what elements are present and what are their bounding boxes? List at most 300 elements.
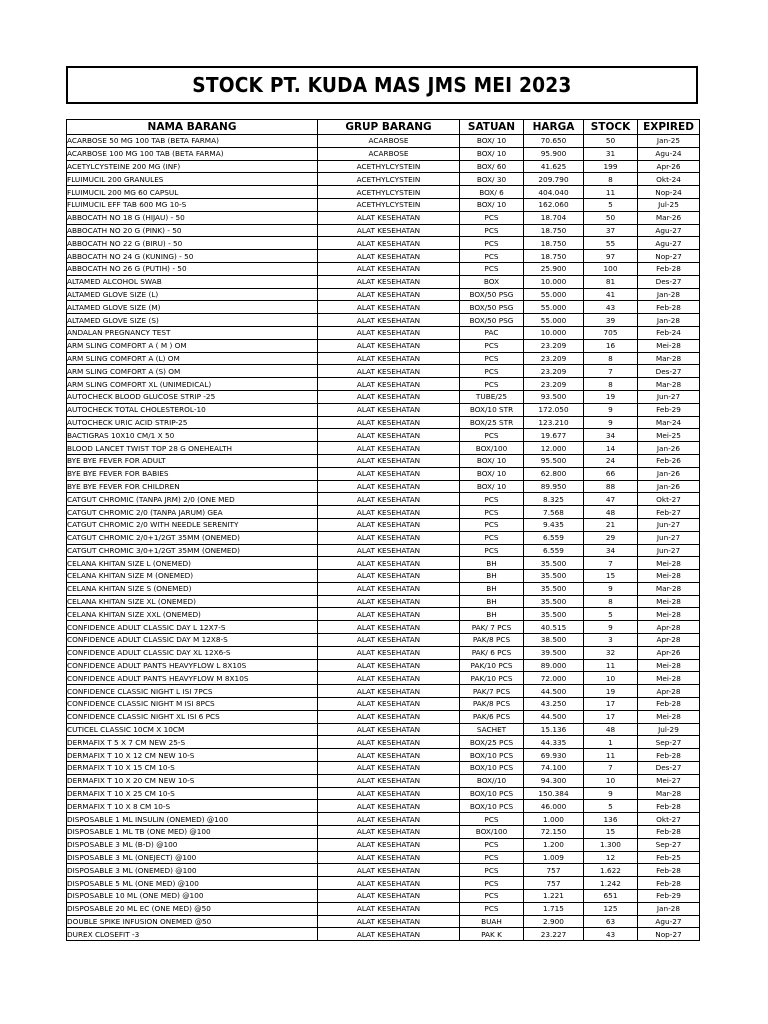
cell-expired: Mar-28 — [638, 787, 700, 800]
cell-satuan: BH — [460, 595, 524, 608]
cell-expired: Mei-27 — [638, 774, 700, 787]
cell-stock: 50 — [584, 211, 638, 224]
cell-satuan: BOX/ 6 — [460, 186, 524, 199]
cell-stock: 5 — [584, 800, 638, 813]
cell-satuan: PCS — [460, 224, 524, 237]
cell-nama-barang: CONFIDENCE ADULT PANTS HEAVYFLOW L 8X10S — [67, 659, 318, 672]
cell-satuan: BH — [460, 570, 524, 583]
cell-grup-barang: ALAT KESEHATAN — [318, 378, 460, 391]
table-row — [67, 186, 700, 199]
cell-harga: 72.150 — [524, 826, 584, 839]
cell-satuan: BOX/ 10 — [460, 135, 524, 148]
cell-stock: 34 — [584, 544, 638, 557]
cell-satuan: SACHET — [460, 723, 524, 736]
cell-nama-barang: FLUIMUCIL 200 MG 60 CAPSUL — [67, 186, 318, 199]
cell-expired: Apr-28 — [638, 634, 700, 647]
cell-satuan: BOX/ 60 — [460, 160, 524, 173]
cell-grup-barang: ALAT KESEHATAN — [318, 864, 460, 877]
cell-harga: 38.500 — [524, 634, 584, 647]
table-row — [67, 813, 700, 826]
table-row — [67, 621, 700, 634]
title-box — [66, 66, 698, 104]
cell-nama-barang: BYE BYE FEVER FOR BABIES — [67, 467, 318, 480]
cell-nama-barang: DOUBLE SPIKE INFUSION ONEMED @50 — [67, 915, 318, 928]
cell-grup-barang: ALAT KESEHATAN — [318, 314, 460, 327]
table-row — [67, 928, 700, 941]
table-row — [67, 672, 700, 685]
cell-satuan: BH — [460, 582, 524, 595]
cell-expired: Jun-27 — [638, 390, 700, 403]
cell-nama-barang: ALTAMED GLOVE SIZE (S) — [67, 314, 318, 327]
cell-harga: 6.559 — [524, 544, 584, 557]
cell-stock: 100 — [584, 262, 638, 275]
cell-harga: 757 — [524, 877, 584, 890]
cell-harga: 172.050 — [524, 403, 584, 416]
cell-stock: 7 — [584, 365, 638, 378]
cell-stock: 9 — [584, 621, 638, 634]
table-row — [67, 851, 700, 864]
page-title: STOCK PT. KUDA MAS JMS MEI 2023 — [192, 73, 572, 97]
cell-expired: Sep-27 — [638, 838, 700, 851]
cell-satuan: PCS — [460, 877, 524, 890]
table-row — [67, 838, 700, 851]
cell-satuan: PCS — [460, 506, 524, 519]
header-expired: EXPIRED — [638, 120, 700, 135]
cell-grup-barang: ALAT KESEHATAN — [318, 877, 460, 890]
cell-grup-barang: ALAT KESEHATAN — [318, 493, 460, 506]
cell-harga: 95.900 — [524, 147, 584, 160]
cell-satuan: BOX/50 PSG — [460, 288, 524, 301]
table-row — [67, 582, 700, 595]
cell-grup-barang: ALAT KESEHATAN — [318, 224, 460, 237]
cell-nama-barang: BYE BYE FEVER FOR CHILDREN — [67, 480, 318, 493]
table-row — [67, 339, 700, 352]
cell-stock: 7 — [584, 762, 638, 775]
cell-stock: 8 — [584, 595, 638, 608]
header-grup-barang: GRUP BARANG — [318, 120, 460, 135]
cell-harga: 162.060 — [524, 198, 584, 211]
cell-grup-barang: ALAT KESEHATAN — [318, 800, 460, 813]
cell-satuan: BOX/ 10 — [460, 454, 524, 467]
cell-satuan: PCS — [460, 339, 524, 352]
cell-expired: Jan-28 — [638, 288, 700, 301]
cell-nama-barang: ABBOCATH NO 18 G (HIJAU) - 50 — [67, 211, 318, 224]
cell-stock: 29 — [584, 531, 638, 544]
cell-satuan: BOX/50 PSG — [460, 301, 524, 314]
table-row — [67, 493, 700, 506]
table-row — [67, 531, 700, 544]
cell-grup-barang: ALAT KESEHATAN — [318, 518, 460, 531]
cell-grup-barang: ALAT KESEHATAN — [318, 685, 460, 698]
cell-nama-barang: CATGUT CHROMIC 2/0 WITH NEEDLE SERENITY — [67, 518, 318, 531]
cell-nama-barang: CATGUT CHROMIC 3/0+1/2GT 35MM (ONEMED) — [67, 544, 318, 557]
header-satuan: SATUAN — [460, 120, 524, 135]
cell-expired: Feb-25 — [638, 851, 700, 864]
cell-grup-barang: ALAT KESEHATAN — [318, 442, 460, 455]
cell-satuan: TUBE/25 — [460, 390, 524, 403]
cell-satuan: BOX — [460, 275, 524, 288]
cell-expired: Nop-27 — [638, 928, 700, 941]
cell-nama-barang: DISPOSABLE 3 ML (ONEJECT) @100 — [67, 851, 318, 864]
table-row — [67, 160, 700, 173]
cell-grup-barang: ALAT KESEHATAN — [318, 250, 460, 263]
cell-expired: Feb-26 — [638, 454, 700, 467]
cell-nama-barang: ARM SLING COMFORT A (L) OM — [67, 352, 318, 365]
cell-nama-barang: DISPOSABLE 10 ML (ONE MED) @100 — [67, 890, 318, 903]
cell-grup-barang: ACETHYLCYSTEIN — [318, 198, 460, 211]
cell-nama-barang: CONFIDENCE ADULT CLASSIC DAY M 12X8-S — [67, 634, 318, 647]
cell-expired: Mar-28 — [638, 352, 700, 365]
cell-satuan: PCS — [460, 890, 524, 903]
cell-nama-barang: ABBOCATH NO 26 G (PUTIH) - 50 — [67, 262, 318, 275]
cell-grup-barang: ALAT KESEHATAN — [318, 506, 460, 519]
table-row — [67, 774, 700, 787]
cell-grup-barang: ACARBOSE — [318, 147, 460, 160]
cell-nama-barang: DERMAFIX T 10 X 20 CM NEW 10-S — [67, 774, 318, 787]
cell-expired: Mei-28 — [638, 710, 700, 723]
cell-harga: 55.000 — [524, 301, 584, 314]
cell-stock: 9 — [584, 403, 638, 416]
cell-expired: Nop-27 — [638, 250, 700, 263]
cell-expired: Feb-28 — [638, 698, 700, 711]
cell-satuan: BH — [460, 608, 524, 621]
cell-nama-barang: DISPOSABLE 3 ML (ONEMED) @100 — [67, 864, 318, 877]
cell-harga: 44.500 — [524, 685, 584, 698]
cell-harga: 123.210 — [524, 416, 584, 429]
cell-satuan: BOX/25 PCS — [460, 736, 524, 749]
cell-expired: Apr-28 — [638, 685, 700, 698]
cell-stock: 55 — [584, 237, 638, 250]
header-stock: STOCK — [584, 120, 638, 135]
cell-stock: 651 — [584, 890, 638, 903]
cell-expired: Mei-28 — [638, 659, 700, 672]
cell-harga: 9.435 — [524, 518, 584, 531]
cell-grup-barang: ALAT KESEHATAN — [318, 672, 460, 685]
cell-expired: Jun-27 — [638, 544, 700, 557]
cell-stock: 9 — [584, 787, 638, 800]
cell-stock: 66 — [584, 467, 638, 480]
cell-harga: 44.500 — [524, 710, 584, 723]
cell-stock: 5 — [584, 608, 638, 621]
cell-nama-barang: CELANA KHITAN SIZE S (ONEMED) — [67, 582, 318, 595]
table-row — [67, 915, 700, 928]
table-row — [67, 416, 700, 429]
cell-nama-barang: AUTOCHECK URIC ACID STRIP-25 — [67, 416, 318, 429]
table-row — [67, 800, 700, 813]
cell-stock: 81 — [584, 275, 638, 288]
cell-expired: Feb-24 — [638, 326, 700, 339]
cell-satuan: BOX/ 10 — [460, 147, 524, 160]
cell-grup-barang: ALAT KESEHATAN — [318, 698, 460, 711]
cell-stock: 24 — [584, 454, 638, 467]
cell-nama-barang: CELANA KHITAN SIZE XL (ONEMED) — [67, 595, 318, 608]
cell-satuan: PCS — [460, 544, 524, 557]
cell-expired: Feb-28 — [638, 864, 700, 877]
cell-stock: 1 — [584, 736, 638, 749]
table-row — [67, 173, 700, 186]
cell-stock: 41 — [584, 288, 638, 301]
cell-expired: Mar-28 — [638, 582, 700, 595]
cell-expired: Apr-28 — [638, 621, 700, 634]
cell-harga: 44.335 — [524, 736, 584, 749]
cell-grup-barang: ALAT KESEHATAN — [318, 557, 460, 570]
cell-stock: 17 — [584, 698, 638, 711]
cell-satuan: PAK/7 PCS — [460, 685, 524, 698]
cell-expired: Jan-26 — [638, 480, 700, 493]
cell-stock: 1.300 — [584, 838, 638, 851]
cell-harga: 23.209 — [524, 365, 584, 378]
table-row — [67, 454, 700, 467]
cell-stock: 88 — [584, 480, 638, 493]
cell-satuan: BH — [460, 557, 524, 570]
cell-nama-barang: ARM SLING COMFORT XL (UNIMEDICAL) — [67, 378, 318, 391]
header-nama-barang: NAMA BARANG — [67, 120, 318, 135]
cell-harga: 93.500 — [524, 390, 584, 403]
cell-harga: 1.200 — [524, 838, 584, 851]
cell-harga: 7.568 — [524, 506, 584, 519]
table-row — [67, 352, 700, 365]
table-row — [67, 224, 700, 237]
table-row — [67, 890, 700, 903]
cell-grup-barang: ALAT KESEHATAN — [318, 454, 460, 467]
table-row — [67, 365, 700, 378]
cell-grup-barang: ALAT KESEHATAN — [318, 608, 460, 621]
table-row — [67, 326, 700, 339]
cell-nama-barang: ARM SLING COMFORT A ( M ) OM — [67, 339, 318, 352]
cell-grup-barang: ACETHYLCYSTEIN — [318, 173, 460, 186]
cell-grup-barang: ALAT KESEHATAN — [318, 416, 460, 429]
cell-harga: 62.800 — [524, 467, 584, 480]
cell-harga: 25.900 — [524, 262, 584, 275]
cell-expired: Okt-24 — [638, 173, 700, 186]
table-row — [67, 634, 700, 647]
cell-stock: 43 — [584, 928, 638, 941]
cell-nama-barang: ACARBOSE 100 MG 100 TAB (BETA FARMA) — [67, 147, 318, 160]
cell-harga: 150.384 — [524, 787, 584, 800]
cell-satuan: PCS — [460, 518, 524, 531]
cell-harga: 69.930 — [524, 749, 584, 762]
cell-harga: 23.209 — [524, 339, 584, 352]
cell-satuan: PAK/ 7 PCS — [460, 621, 524, 634]
cell-expired: Jun-27 — [638, 531, 700, 544]
cell-grup-barang: ALAT KESEHATAN — [318, 301, 460, 314]
cell-stock: 47 — [584, 493, 638, 506]
cell-grup-barang: ALAT KESEHATAN — [318, 352, 460, 365]
cell-harga: 70.650 — [524, 135, 584, 148]
cell-expired: Jan-28 — [638, 902, 700, 915]
cell-nama-barang: ABBOCATH NO 20 G (PINK) - 50 — [67, 224, 318, 237]
cell-satuan: PAK/10 PCS — [460, 672, 524, 685]
cell-expired: Agu-27 — [638, 237, 700, 250]
table-row — [67, 480, 700, 493]
cell-harga: 23.227 — [524, 928, 584, 941]
cell-expired: Agu-27 — [638, 915, 700, 928]
cell-satuan: BOX/10 STR — [460, 403, 524, 416]
cell-nama-barang: CONFIDENCE CLASSIC NIGHT XL ISI 6 PCS — [67, 710, 318, 723]
cell-grup-barang: ALAT KESEHATAN — [318, 723, 460, 736]
cell-harga: 95.500 — [524, 454, 584, 467]
cell-expired: Feb-28 — [638, 800, 700, 813]
table-row — [67, 749, 700, 762]
table-row — [67, 390, 700, 403]
cell-satuan: PCS — [460, 211, 524, 224]
cell-harga: 757 — [524, 864, 584, 877]
header-harga: HARGA — [524, 120, 584, 135]
cell-grup-barang: ALAT KESEHATAN — [318, 467, 460, 480]
cell-stock: 19 — [584, 390, 638, 403]
cell-stock: 11 — [584, 659, 638, 672]
cell-grup-barang: ALAT KESEHATAN — [318, 595, 460, 608]
cell-harga: 35.500 — [524, 608, 584, 621]
cell-stock: 11 — [584, 749, 638, 762]
cell-expired: Feb-29 — [638, 403, 700, 416]
cell-satuan: BOX/ 30 — [460, 173, 524, 186]
table-row — [67, 710, 700, 723]
cell-nama-barang: BACTIGRAS 10X10 CM/1 X 50 — [67, 429, 318, 442]
cell-harga: 35.500 — [524, 595, 584, 608]
cell-grup-barang: ALAT KESEHATAN — [318, 275, 460, 288]
cell-nama-barang: ACETYLCYSTEINE 200 MG (INF) — [67, 160, 318, 173]
cell-nama-barang: DISPOSABLE 20 ML EC (ONE MED) @50 — [67, 902, 318, 915]
table-row — [67, 147, 700, 160]
table-row — [67, 787, 700, 800]
cell-stock: 43 — [584, 301, 638, 314]
cell-grup-barang: ALAT KESEHATAN — [318, 659, 460, 672]
cell-grup-barang: ALAT KESEHATAN — [318, 646, 460, 659]
cell-stock: 34 — [584, 429, 638, 442]
cell-stock: 136 — [584, 813, 638, 826]
cell-harga: 12.000 — [524, 442, 584, 455]
cell-harga: 209.790 — [524, 173, 584, 186]
table-row — [67, 262, 700, 275]
cell-expired: Agu-24 — [638, 147, 700, 160]
cell-harga: 72.000 — [524, 672, 584, 685]
cell-grup-barang: ALAT KESEHATAN — [318, 838, 460, 851]
table-row — [67, 659, 700, 672]
cell-satuan: BOX/10 PCS — [460, 762, 524, 775]
cell-harga: 18.750 — [524, 250, 584, 263]
cell-nama-barang: ALTAMED ALCOHOL SWAB — [67, 275, 318, 288]
cell-grup-barang: ALAT KESEHATAN — [318, 288, 460, 301]
cell-stock: 21 — [584, 518, 638, 531]
cell-harga: 8.325 — [524, 493, 584, 506]
cell-stock: 37 — [584, 224, 638, 237]
cell-grup-barang: ALAT KESEHATAN — [318, 237, 460, 250]
cell-grup-barang: ACETHYLCYSTEIN — [318, 186, 460, 199]
cell-nama-barang: BYE BYE FEVER FOR ADULT — [67, 454, 318, 467]
cell-nama-barang: CATGUT CHROMIC 2/0 (TANPA JARUM) GEA — [67, 506, 318, 519]
cell-grup-barang: ALAT KESEHATAN — [318, 365, 460, 378]
cell-satuan: PCS — [460, 352, 524, 365]
cell-stock: 11 — [584, 186, 638, 199]
cell-harga: 1.009 — [524, 851, 584, 864]
cell-grup-barang: ALAT KESEHATAN — [318, 902, 460, 915]
cell-expired: Feb-27 — [638, 506, 700, 519]
cell-stock: 1.622 — [584, 864, 638, 877]
cell-harga: 6.559 — [524, 531, 584, 544]
cell-grup-barang: ALAT KESEHATAN — [318, 710, 460, 723]
cell-stock: 1.242 — [584, 877, 638, 890]
cell-nama-barang: CATGUT CHROMIC 2/0+1/2GT 35MM (ONEMED) — [67, 531, 318, 544]
cell-grup-barang: ALAT KESEHATAN — [318, 762, 460, 775]
cell-stock: 5 — [584, 198, 638, 211]
cell-nama-barang: FLUIMUCIL 200 GRANULES — [67, 173, 318, 186]
table-row — [67, 736, 700, 749]
cell-harga: 89.000 — [524, 659, 584, 672]
cell-stock: 199 — [584, 160, 638, 173]
cell-nama-barang: AUTOCHECK BLOOD GLUCOSE STRIP -25 — [67, 390, 318, 403]
cell-harga: 35.500 — [524, 557, 584, 570]
cell-nama-barang: DERMAFIX T 10 X 25 CM 10-S — [67, 787, 318, 800]
cell-satuan: PCS — [460, 378, 524, 391]
cell-expired: Jul-29 — [638, 723, 700, 736]
cell-satuan: PCS — [460, 365, 524, 378]
table-row — [67, 557, 700, 570]
cell-satuan: BOX/100 — [460, 826, 524, 839]
cell-harga: 2.900 — [524, 915, 584, 928]
cell-stock: 7 — [584, 557, 638, 570]
cell-nama-barang: CONFIDENCE ADULT PANTS HEAVYFLOW M 8X10S — [67, 672, 318, 685]
cell-nama-barang: CUTICEL CLASSIC 10CM X 10CM — [67, 723, 318, 736]
cell-expired: Feb-28 — [638, 301, 700, 314]
cell-nama-barang: DERMAFIX T 5 X 7 CM NEW 25-S — [67, 736, 318, 749]
cell-expired: Mar-24 — [638, 416, 700, 429]
cell-harga: 94.300 — [524, 774, 584, 787]
cell-stock: 10 — [584, 672, 638, 685]
cell-stock: 3 — [584, 634, 638, 647]
cell-satuan: BOX//10 — [460, 774, 524, 787]
cell-expired: Agu-27 — [638, 224, 700, 237]
cell-harga: 1.715 — [524, 902, 584, 915]
cell-harga: 23.209 — [524, 352, 584, 365]
cell-stock: 39 — [584, 314, 638, 327]
cell-stock: 8 — [584, 173, 638, 186]
cell-nama-barang: CELANA KHITAN SIZE L (ONEMED) — [67, 557, 318, 570]
table-row — [67, 685, 700, 698]
cell-stock: 50 — [584, 135, 638, 148]
cell-nama-barang: CONFIDENCE CLASSIC NIGHT M ISI 8PCS — [67, 698, 318, 711]
table-row — [67, 467, 700, 480]
cell-expired: Jan-26 — [638, 442, 700, 455]
cell-harga: 23.209 — [524, 378, 584, 391]
cell-nama-barang: DERMAFIX T 10 X 12 CM NEW 10-S — [67, 749, 318, 762]
cell-expired: Sep-27 — [638, 736, 700, 749]
cell-satuan: PCS — [460, 250, 524, 263]
cell-grup-barang: ALAT KESEHATAN — [318, 813, 460, 826]
table-row — [67, 403, 700, 416]
cell-harga: 41.625 — [524, 160, 584, 173]
cell-expired: Mei-25 — [638, 429, 700, 442]
cell-grup-barang: ALAT KESEHATAN — [318, 928, 460, 941]
cell-expired: Jun-27 — [638, 518, 700, 531]
cell-stock: 15 — [584, 826, 638, 839]
cell-stock: 8 — [584, 378, 638, 391]
table-row — [67, 646, 700, 659]
cell-satuan: BOX/25 STR — [460, 416, 524, 429]
cell-expired: Mei-28 — [638, 339, 700, 352]
cell-stock: 9 — [584, 582, 638, 595]
cell-satuan: PCS — [460, 531, 524, 544]
cell-satuan: PCS — [460, 237, 524, 250]
table-row — [67, 135, 700, 148]
cell-nama-barang: ARM SLING COMFORT A (S) OM — [67, 365, 318, 378]
cell-nama-barang: AUTOCHECK TOTAL CHOLESTEROL-10 — [67, 403, 318, 416]
cell-satuan: BOX/ 10 — [460, 198, 524, 211]
cell-stock: 9 — [584, 416, 638, 429]
cell-nama-barang: DERMAFIX T 10 X 8 CM 10-S — [67, 800, 318, 813]
table-row — [67, 301, 700, 314]
cell-nama-barang: DISPOSABLE 5 ML (ONE MED) @100 — [67, 877, 318, 890]
